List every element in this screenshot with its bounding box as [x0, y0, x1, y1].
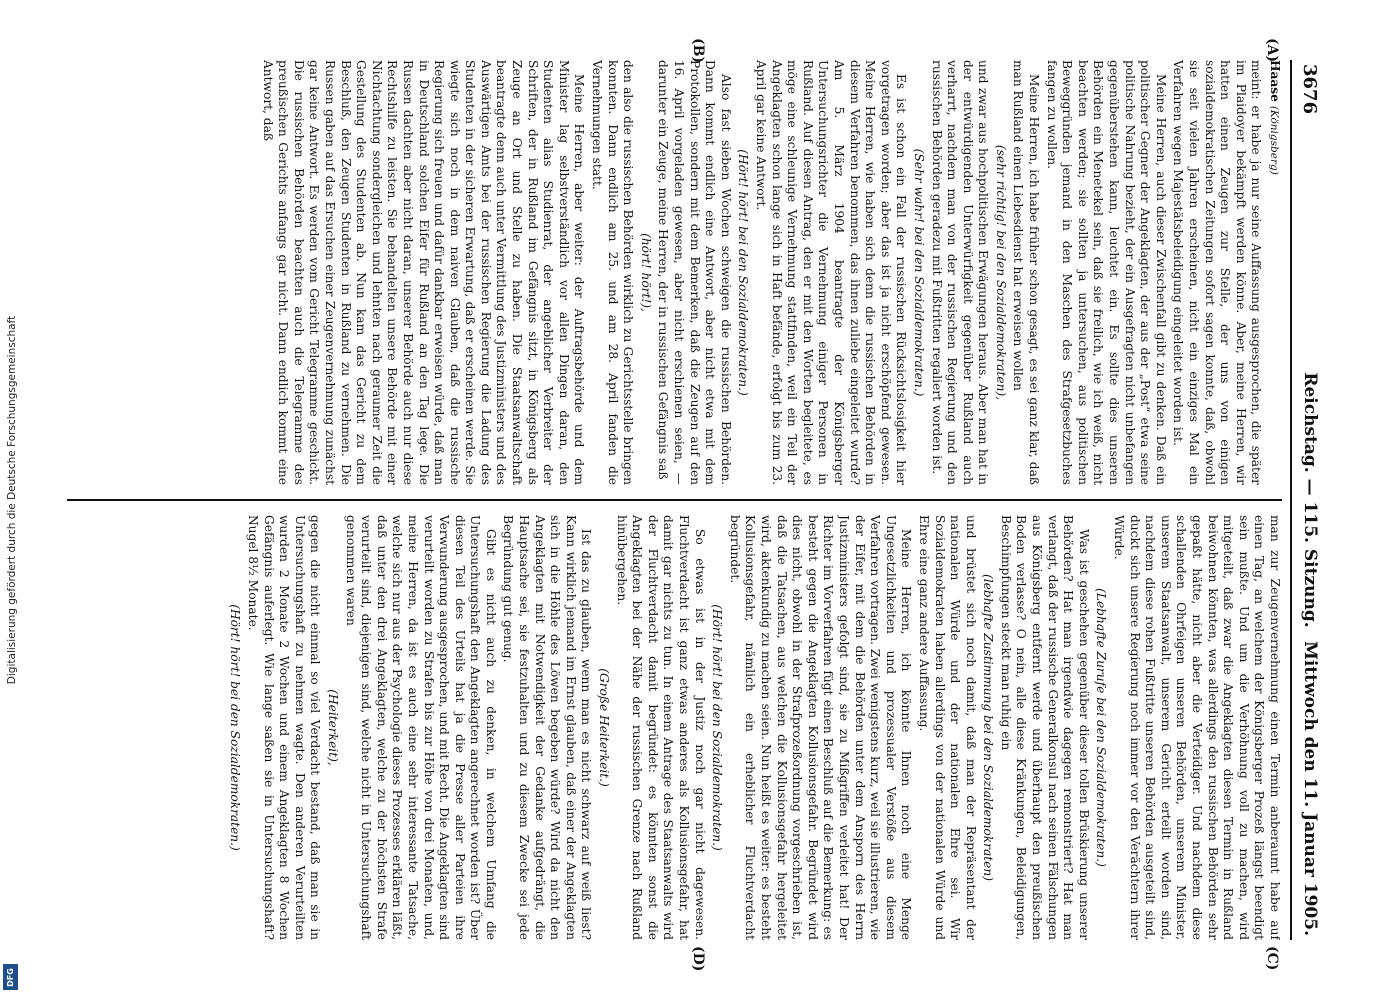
interjection: (hört! hört!), — [638, 233, 653, 312]
paragraph: gegen die nicht einmal so viel Verdacht bestand, daß man sie in Untersuchungshaft zu nehmen wagte. Den anderen Verurteilten wurden 2 Monate 2 Wochen und einem Angeklagten 8 Wochen Gefängnis auferlegt. Wie lange saßen sie in Untersuchungshaft? Nugel 8½ Monate. — [246, 515, 323, 940]
paragraph: So etwas ist in der Justiz noch gar nicht dagewesen. Fluchtverdacht ist ganz etwas anderes als Kollusionsgefahr, hat damit gar nichts zu tun. In einem Antrage des Staatsanwalts wird der Fluchtverdacht damit begründet: es könnten sonst die Angeklagten bei der Nähe der russischen Grenze nach Rußland hinübergehen. — [614, 515, 707, 940]
paragraph: den also die russischen Behörden wirklich zu Gerichtsstelle bringen konnten. Dann endlich am 25. und am 28. April fanden die Vernehmungen statt. — [590, 60, 636, 485]
interjection: (sehr richtig! bei den Sozialdemokraten), — [993, 144, 1008, 401]
paragraph: Gibt es nicht auch zu denken, in welchem Umfang die Untersuchungshaft den Angeklagten angerechnet worden ist? Über diesen Teil des Urteils hat ja die Presse aller Parteien ihre Verwunderung ausgesprochen, und mit Recht. Die Angeklagten sind verurteilt worden zu Strafen bis zur Höhe von drei Monaten, und, meine Herren, da ist es auch eine sehr interessante Tatsache, welche sich nur aus der Psychologie dieses Prozesses erklären läßt, daß unter den drei Angeklagten, welche zu der höchsten Strafe verurteilt sind, diejenigen sind, welche nicht in Untersuchungshaft genommen waren — [343, 515, 498, 940]
interjection: (Hört! hört! bei den Sozialdemokraten.) — [736, 149, 751, 396]
paragraph: Meine Herren, ich habe früher schon gesagt, es sei ganz klar, daß man Rußland einen Liebesdienst hat erweisen wollen — [1011, 60, 1042, 485]
page-header — [1290, 60, 1326, 940]
interjection: (Hört! hört! bei den Sozialdemokraten.) — [710, 604, 725, 851]
page-number: 3676 — [1299, 64, 1320, 115]
speaker-line — [1265, 60, 1282, 485]
paragraph: und zwar aus hochpolitischen Erwägungen heraus. Aber man hat in der entwürdigenden Unterwürfigkeit gegenüber Rußland auch verharrt, nachdem man von der russischen Regierung und den russischen Behörden geradezu mit Fußtritten regaliert worden ist. — [929, 60, 991, 485]
right-column — [67, 515, 1282, 940]
interjection: (Hört! hört! bei den Sozialdemokraten.) — [228, 604, 243, 851]
paragraph: meint: er habe ja nur seine Auffassung ausgesprochen, die später im Plaidoyer bekämpft werden könne. Aber, meine Herren, wir hatten einen Zeugen zur Stelle, der uns von einigen sozialdemokratischen Zeitungen sofort sagen konnte, daß, obwohl sie seit vielen Jahren erscheinen, nicht ein einziges Mal ein Verfahren wegen Majestätsbeleidigung eingeleitet worden ist. — [1171, 60, 1264, 485]
left-column — [67, 60, 1282, 485]
interjection: (Lebhafte Zurufe bei den Sozialdemokraten.) — [1094, 588, 1109, 867]
paragraph: Meine Herren, aber weiter: der Auftragsbehörde und dem Minister lag selbstverständlich vor allen Dingen daran, den Studenten alias Studienrat, der angeblicher Verbreiter der Schriften, der in Rußland im Gefängnis sitzt, in Königsberg als Zeuge an Ort und Stelle zu haben. Die Staatsanwaltschaft beantragte denn auch unter Vermittlung des Justizministers und des Auswärtigen Amts bei der russischen Regierung die Ladung des Studenten in der sicheren Erwartung, daß er erscheinen werde. Sie wiegte sich noch in dem naiven Glauben, daß die russische Regierung sich freuen und dafür dankbar erweisen würde, daß man in Deutschland solchen Eifer für Rußland an den Tag lege. Die Russen dachten aber nicht daran, unserer Behörde auch nur diese Rechtshilfe zu leisten. Sie behandelten unsere Behörde mit einer Nichtachtung sondergleichen und lehnten nach geraumer Zeit die Gestellung des Studenten ab. Nun kam das Gericht zu dem Beschluß, den Zeugen Studenten in Rußland zu vernehmen. Die Russen gaben auf das Ersuchen einer Zeugenvernehmung zunächst gar keine Antwort. Es werden vom Gericht Telegramme geschickt. Die russischen Behörden beachten auch die Telegramme des preußischen Gerichts anfangs gar nicht. Dann endlich kommt eine Antwort, daß — [260, 60, 587, 485]
paragraph: Meine Herren, auch dieser Zwischenfall gibt zu denken. Daß ein politischer Gegner der Angeklagten, der aus der „Post“ etwa seine politische Nahrung bezieht, der ein Ausgefragten nicht unbefangen gegenüberstehen kann, leuchtet ein. Es sollte dies unseren Behörden ein Menetekel sein, daß sie freilich, wie ich weiß, nicht beachten werden; sie sollten ja untersuchen, aus politischen Beweggründen jemand in den Maschen des Strafgesetzbuches fangen zu wollen. — [1044, 60, 1168, 485]
margin-marker-b: (B) — [690, 38, 706, 64]
interjection: (Große Heiterkeit.) — [597, 668, 612, 787]
speaker-name: Haase — [1268, 60, 1282, 102]
paragraph: Es ist schon ein Fall der russischen Rücksichtslosigkeit hier vorgetragen worden; aber das ist ja nicht erschöpfend gewesen. Meine Herren, wie haben sich denn die russischen Behörden in diesem Verfahren benommen, das ihnen zuliebe eingeleitet wurde? Am 5. März 1904 beantragte der Königsberger Untersuchungsrichter die Vernehmung einiger Personen in Rußland. Auf diesen Antrag, den er mit den Worten begleitete, es möge eine schleunige Vernehmung stattfinden, weil ein Teil der Angeklagten schon lange sich in Haft befände, erfolgt bis zum 23. April gar keine Antwort. — [754, 60, 909, 485]
paragraph: man zur Zeugenvernehmung einen Termin anberaumt habe auf einen Tag, an welchem der Königsberger Prozeß längst beendigt sein mußte. Und um die Verhöhnung voll zu machen, wird mitgeteilt, daß zwar die Angeklagten diesen Termin in Rußland beiwohnen könnten, was allerdings den russischen Behörden sehr gepaßt hätte, nicht aber die Verteidiger. Und nachdem diese schallenden Ohrfeigen unseren Behörden, unserem Minister, unserem Staatsanwalt, unserem Gericht erteilt worden sind, nachdem diese rohen Fußtritte unseren Behörden ausgeteilt sind, duckt sich unsere Regierung noch immer vor den Verächtern ihrer Würde. — [1112, 515, 1282, 940]
digitization-note: Digitalisierung gefördert durch die Deutsche Forschungsgemeinschaft — [6, 315, 18, 685]
paragraph: Also fast sieben Wochen schweigen die russischen Behörden. Dann kommt endlich eine Antwort, aber nicht etwa mit dem Protokollen, sondern mit dem Bemerken, daß die Zeugen auf den 16. April vorgeladen gewesen, aber nicht erschienen seien, — darunter ein Zeuge, meine Herren, der in russischen Gefängnis saß — [656, 60, 733, 485]
scan-footer — [0, 0, 24, 1000]
running-title: Reichstag. — 115. Sitzung. — [1300, 372, 1320, 628]
dfg-logo-icon: DFG — [3, 964, 18, 990]
speaker-place: (Königsberg) — [1268, 105, 1280, 175]
margin-marker-d: (D) — [690, 946, 706, 972]
paragraph: Ist das zu glauben, wenn man es nicht schwarz auf weiß liest? Kann wirklich jemand im Ernst glauben, daß einer der Angeklagten sich in die Höhle des Löwen begeben würde? Wird da nicht den Angeklagten mit Notwendigkeit der Gedanke aufgedrängt, die Hauptsache sei, sie festzuhalten und zu diesem Zwecke sei jede Begründung gut genug. — [501, 515, 594, 940]
margin-marker-a: (A) — [1264, 38, 1280, 63]
session-date: Mittwoch den 11. Januar 1905. — [1300, 641, 1320, 936]
column-divider — [67, 499, 1282, 501]
paragraph: und brüstet sich noch damit, daß man der Repräsentant der nationalen Würde und der nationalen Ehre sei. Wir Sozialdemokraten haben allerdings von der nationalen Würde und Ehre eine ganz andere Auffassung. — [916, 515, 978, 940]
interjection: (Heiterkeit), — [325, 689, 340, 766]
paragraph: Meine Herren, ich könnte Ihnen noch eine Menge Ungesetzlichkeiten und prozessualer Verstöße aus diesem Verfahren vortragen. Zwei wenigstens kurz, weil sie illustrieren, wie der Eifer, mit dem die Behörden unter dem Ansporn des Herrn Justizministers gefolgt sind, sie zu Mißgriffen verleitet hat! Der Richter im Vorverfahren fügt einen Beschluß auf die Bemerkung: es besteht gegen die Angeklagten Kollusionsgefahr. Begründet wird dies nicht, obwohl in der Strafprozeßordnung vorgeschrieben ist, daß die Tatsachen, aus welchen die Kollusionsgefahr hergeleitet wird, aktenkundig zu machen seien. Nun heißt es weiter: es besteht Kollusionsgefahr, nämlich ein erheblicher Fluchtverdacht begründet. — [727, 515, 914, 940]
margin-marker-c: (C) — [1264, 946, 1280, 971]
paragraph: Was ist geschehen gegenüber dieser tollen Brüskierung unserer Behörden? Hat man irgendwie dagegen remonstriert? Hat man verlangt, daß der russische Generalkonsul nach seinen Fälschungen aus Königsberg entfernt werde und überhaupt den preußischen Boden verlasse? O nein, alle diese Kränkungen, Beleidigungen, Beschimpfungen steckt man ruhig ein — [998, 515, 1091, 940]
scanned-page-area — [60, 38, 1326, 972]
interjection: (lebhafte Zustimmung bei den Sozialdemokraten) — [981, 574, 996, 881]
interjection: (Sehr wahr! bei den Sozialdemokraten.) — [911, 148, 926, 397]
newspaper-page — [60, 38, 1326, 972]
